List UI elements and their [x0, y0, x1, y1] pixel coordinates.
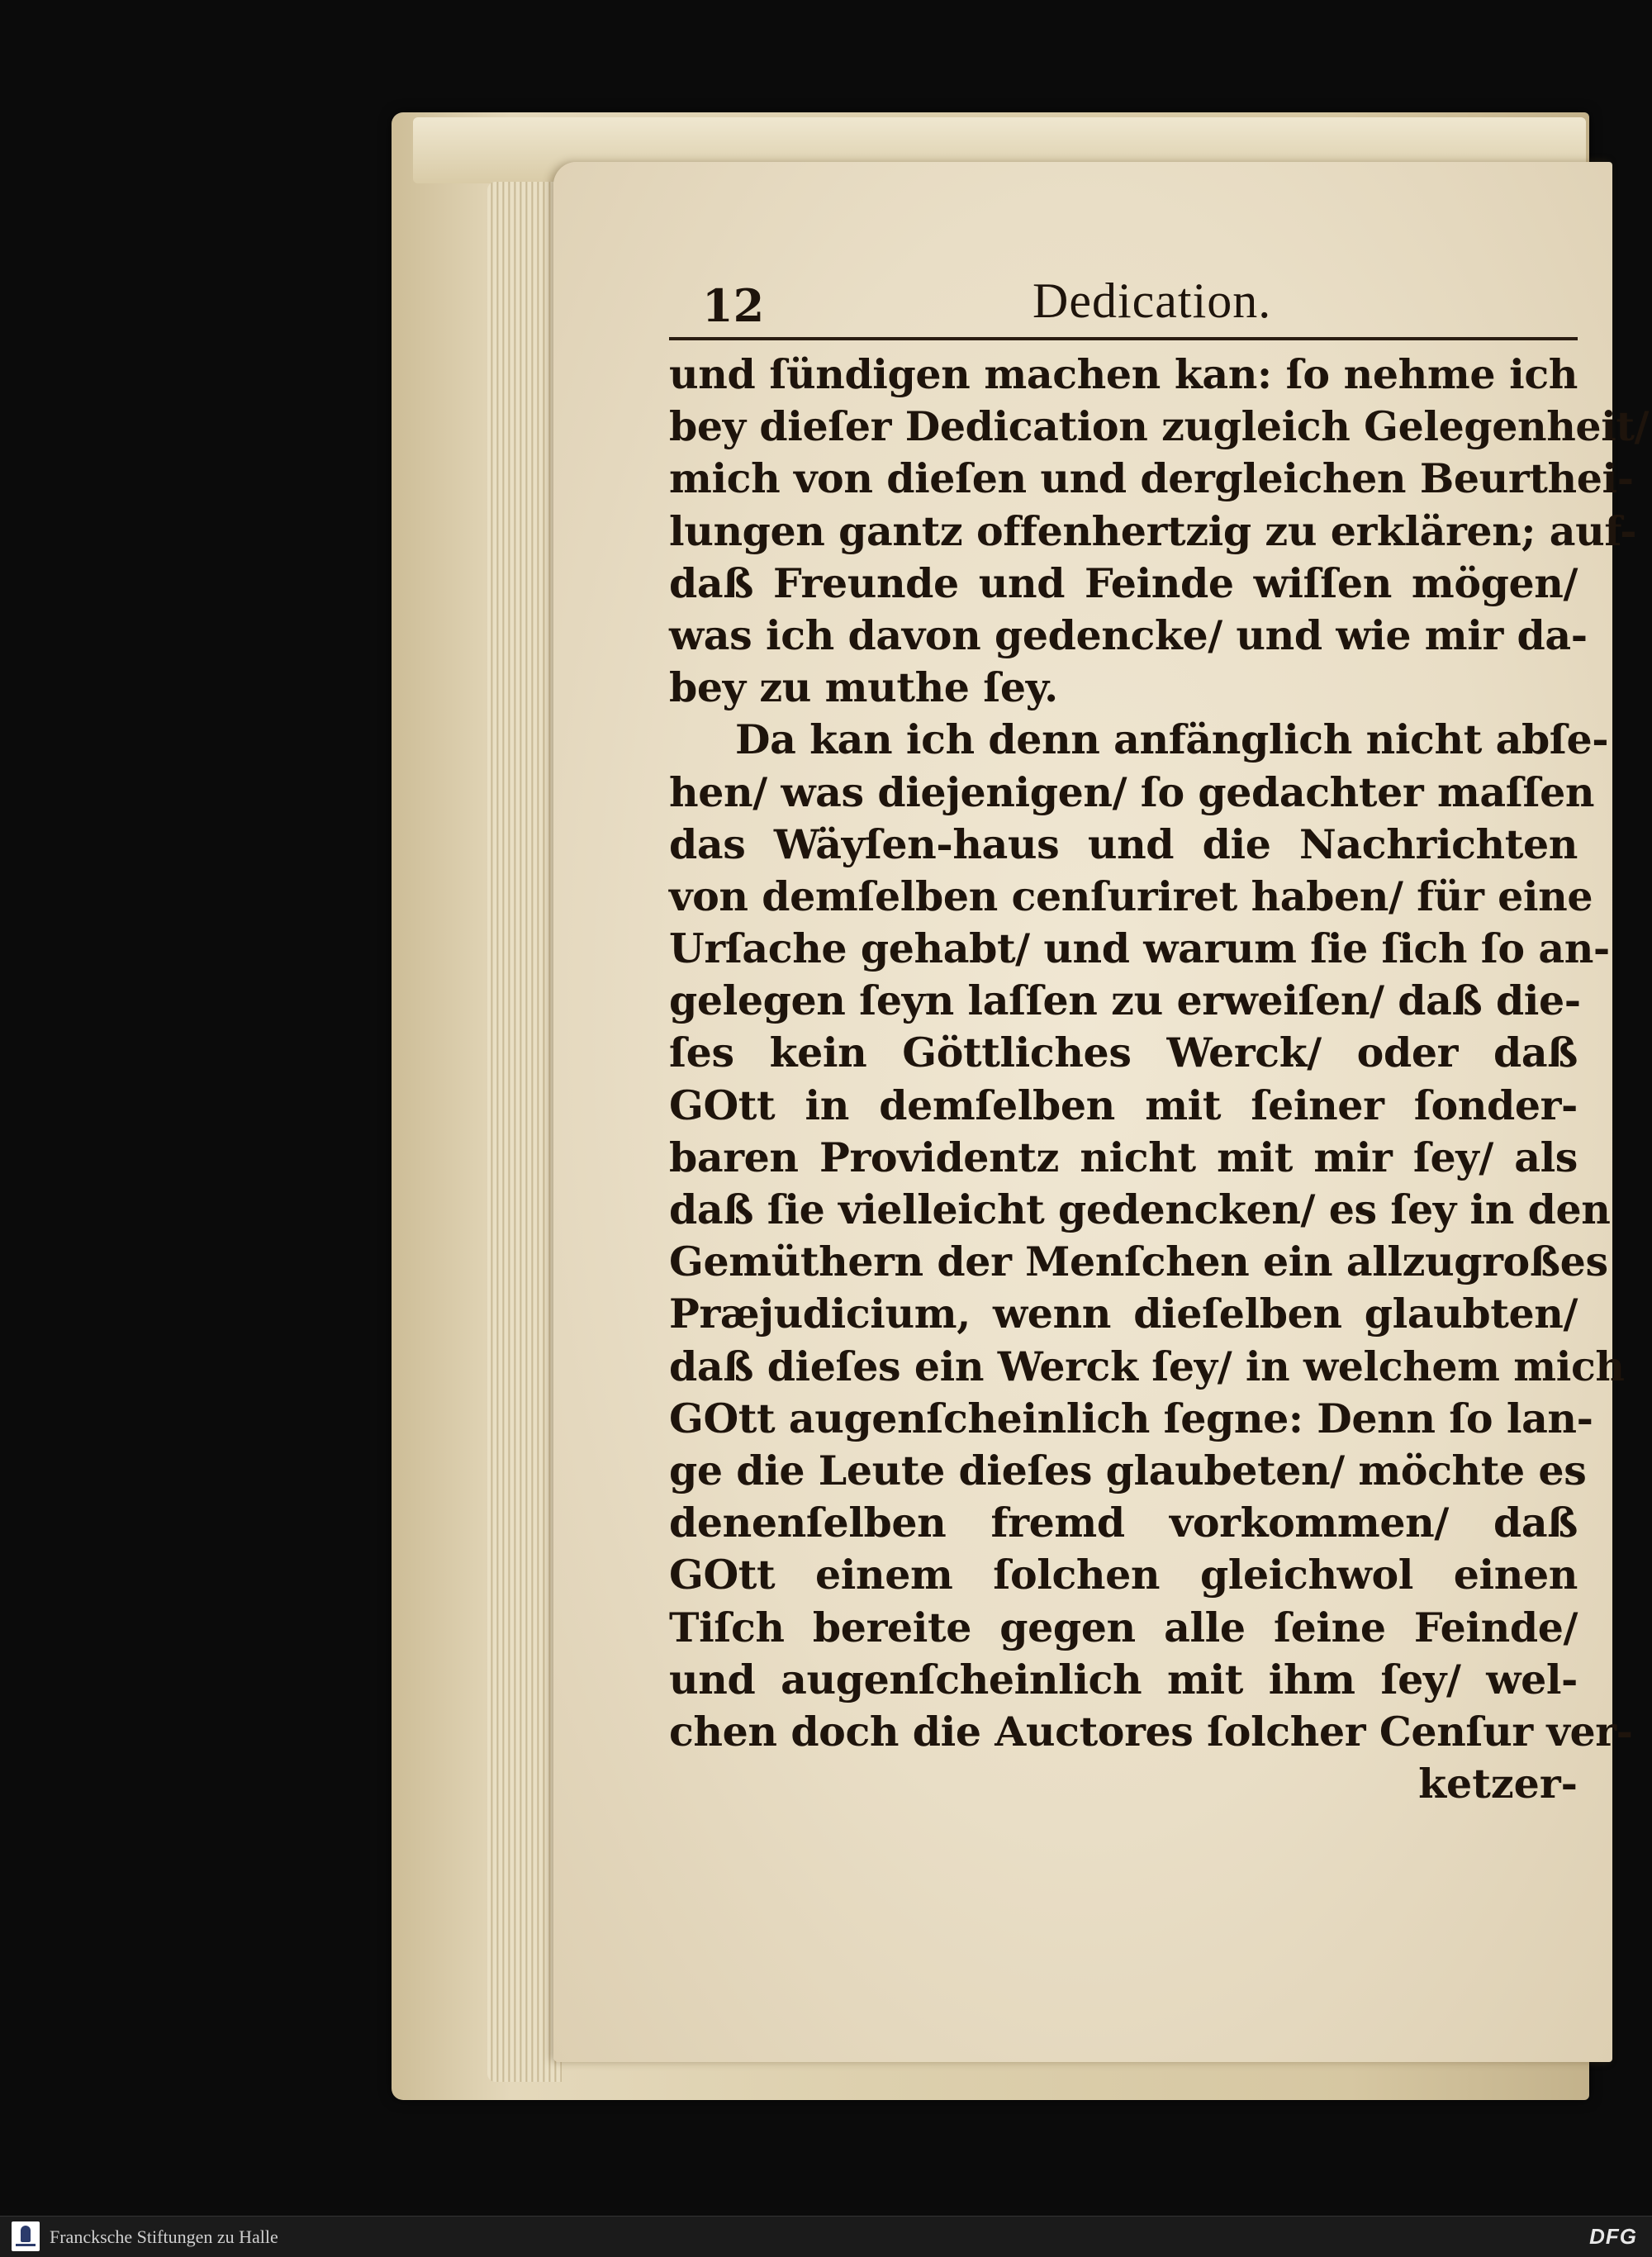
text-line: ge die Leute dieſes glaubeten/ möchte es	[669, 1446, 1587, 1494]
footer-institution-label: Francksche Stiftungen zu Halle	[50, 2226, 278, 2247]
text-line: das Wäyſen-haus und die Nachrichten	[669, 820, 1578, 868]
text-line: lungen gantz offenhertzig zu erklären; auf-	[669, 506, 1637, 555]
text-line: ſes kein Göttliches Werck/ oder daß	[669, 1029, 1578, 1077]
text-line: Tiſch bereite gegen alle ſeine Feinde/	[669, 1603, 1578, 1651]
text-line: von demſelben cenſuriret haben/ für eine	[669, 872, 1593, 920]
catchword: ketzer-	[1418, 1760, 1578, 1808]
text-block	[669, 273, 1650, 1810]
text-line: gelegen ſeyn laſſen zu erweiſen/ daß die-	[669, 976, 1581, 1025]
text-line: baren Providentz nicht mit mir ſey/ als	[669, 1133, 1578, 1181]
footer-bar	[0, 2216, 1652, 2257]
text-line: bey zu muthe ſey.	[669, 663, 1058, 712]
page-edges	[487, 182, 562, 2082]
text-line: und ſündigen machen kan: ſo nehme ich	[669, 350, 1578, 398]
dfg-logo: DFG	[1589, 2224, 1637, 2249]
text-line: Gemüthern der Menſchen ein allzugroßes	[669, 1238, 1608, 1286]
text-line: hen/ was diejenigen/ ſo gedachter maſſen	[669, 767, 1595, 816]
running-head	[669, 273, 1578, 340]
text-line: mich von dieſen und dergleichen Beurthei-	[669, 454, 1634, 503]
institution-logo-icon	[12, 2221, 40, 2251]
text-line: chen doch die Auctores ſolcher Cenſur ver-	[669, 1707, 1633, 1756]
text-line: GOtt augenſcheinlich ſegne: Denn ſo lan-	[669, 1394, 1593, 1442]
page-number: 12	[702, 279, 765, 332]
text-line: daß dieſes ein Werck ſey/ in welchem mich	[669, 1342, 1625, 1390]
text-line: Urſache gehabt/ und warum ſie ſich ſo an-	[669, 924, 1610, 973]
text-line: GOtt einem ſolchen gleichwol einen	[669, 1551, 1578, 1599]
text-line: daß Freunde und Feinde wiſſen mögen/	[669, 558, 1578, 607]
text-line: und augenſcheinlich mit ihm ſey/ wel-	[669, 1655, 1578, 1703]
text-line: denenſelben fremd vorkommen/ daß	[669, 1499, 1578, 1547]
text-line: Da kan ich denn anfänglich nicht abſe-	[735, 715, 1609, 764]
text-line: was ich davon gedencke/ und wie mir da-	[669, 611, 1588, 659]
text-line: daß ſie vielleicht gedencken/ es ſey in den	[669, 1186, 1611, 1233]
body-text	[669, 349, 1650, 1758]
text-line: bey dieſer Dedication zugleich Gelegenheit/	[669, 402, 1650, 451]
running-title: Dedication.	[1032, 273, 1272, 328]
text-line: GOtt in demſelben mit ſeiner ſonder-	[669, 1081, 1578, 1129]
text-line: Præjudicium, wenn dieſelben glaubten/	[669, 1290, 1578, 1338]
